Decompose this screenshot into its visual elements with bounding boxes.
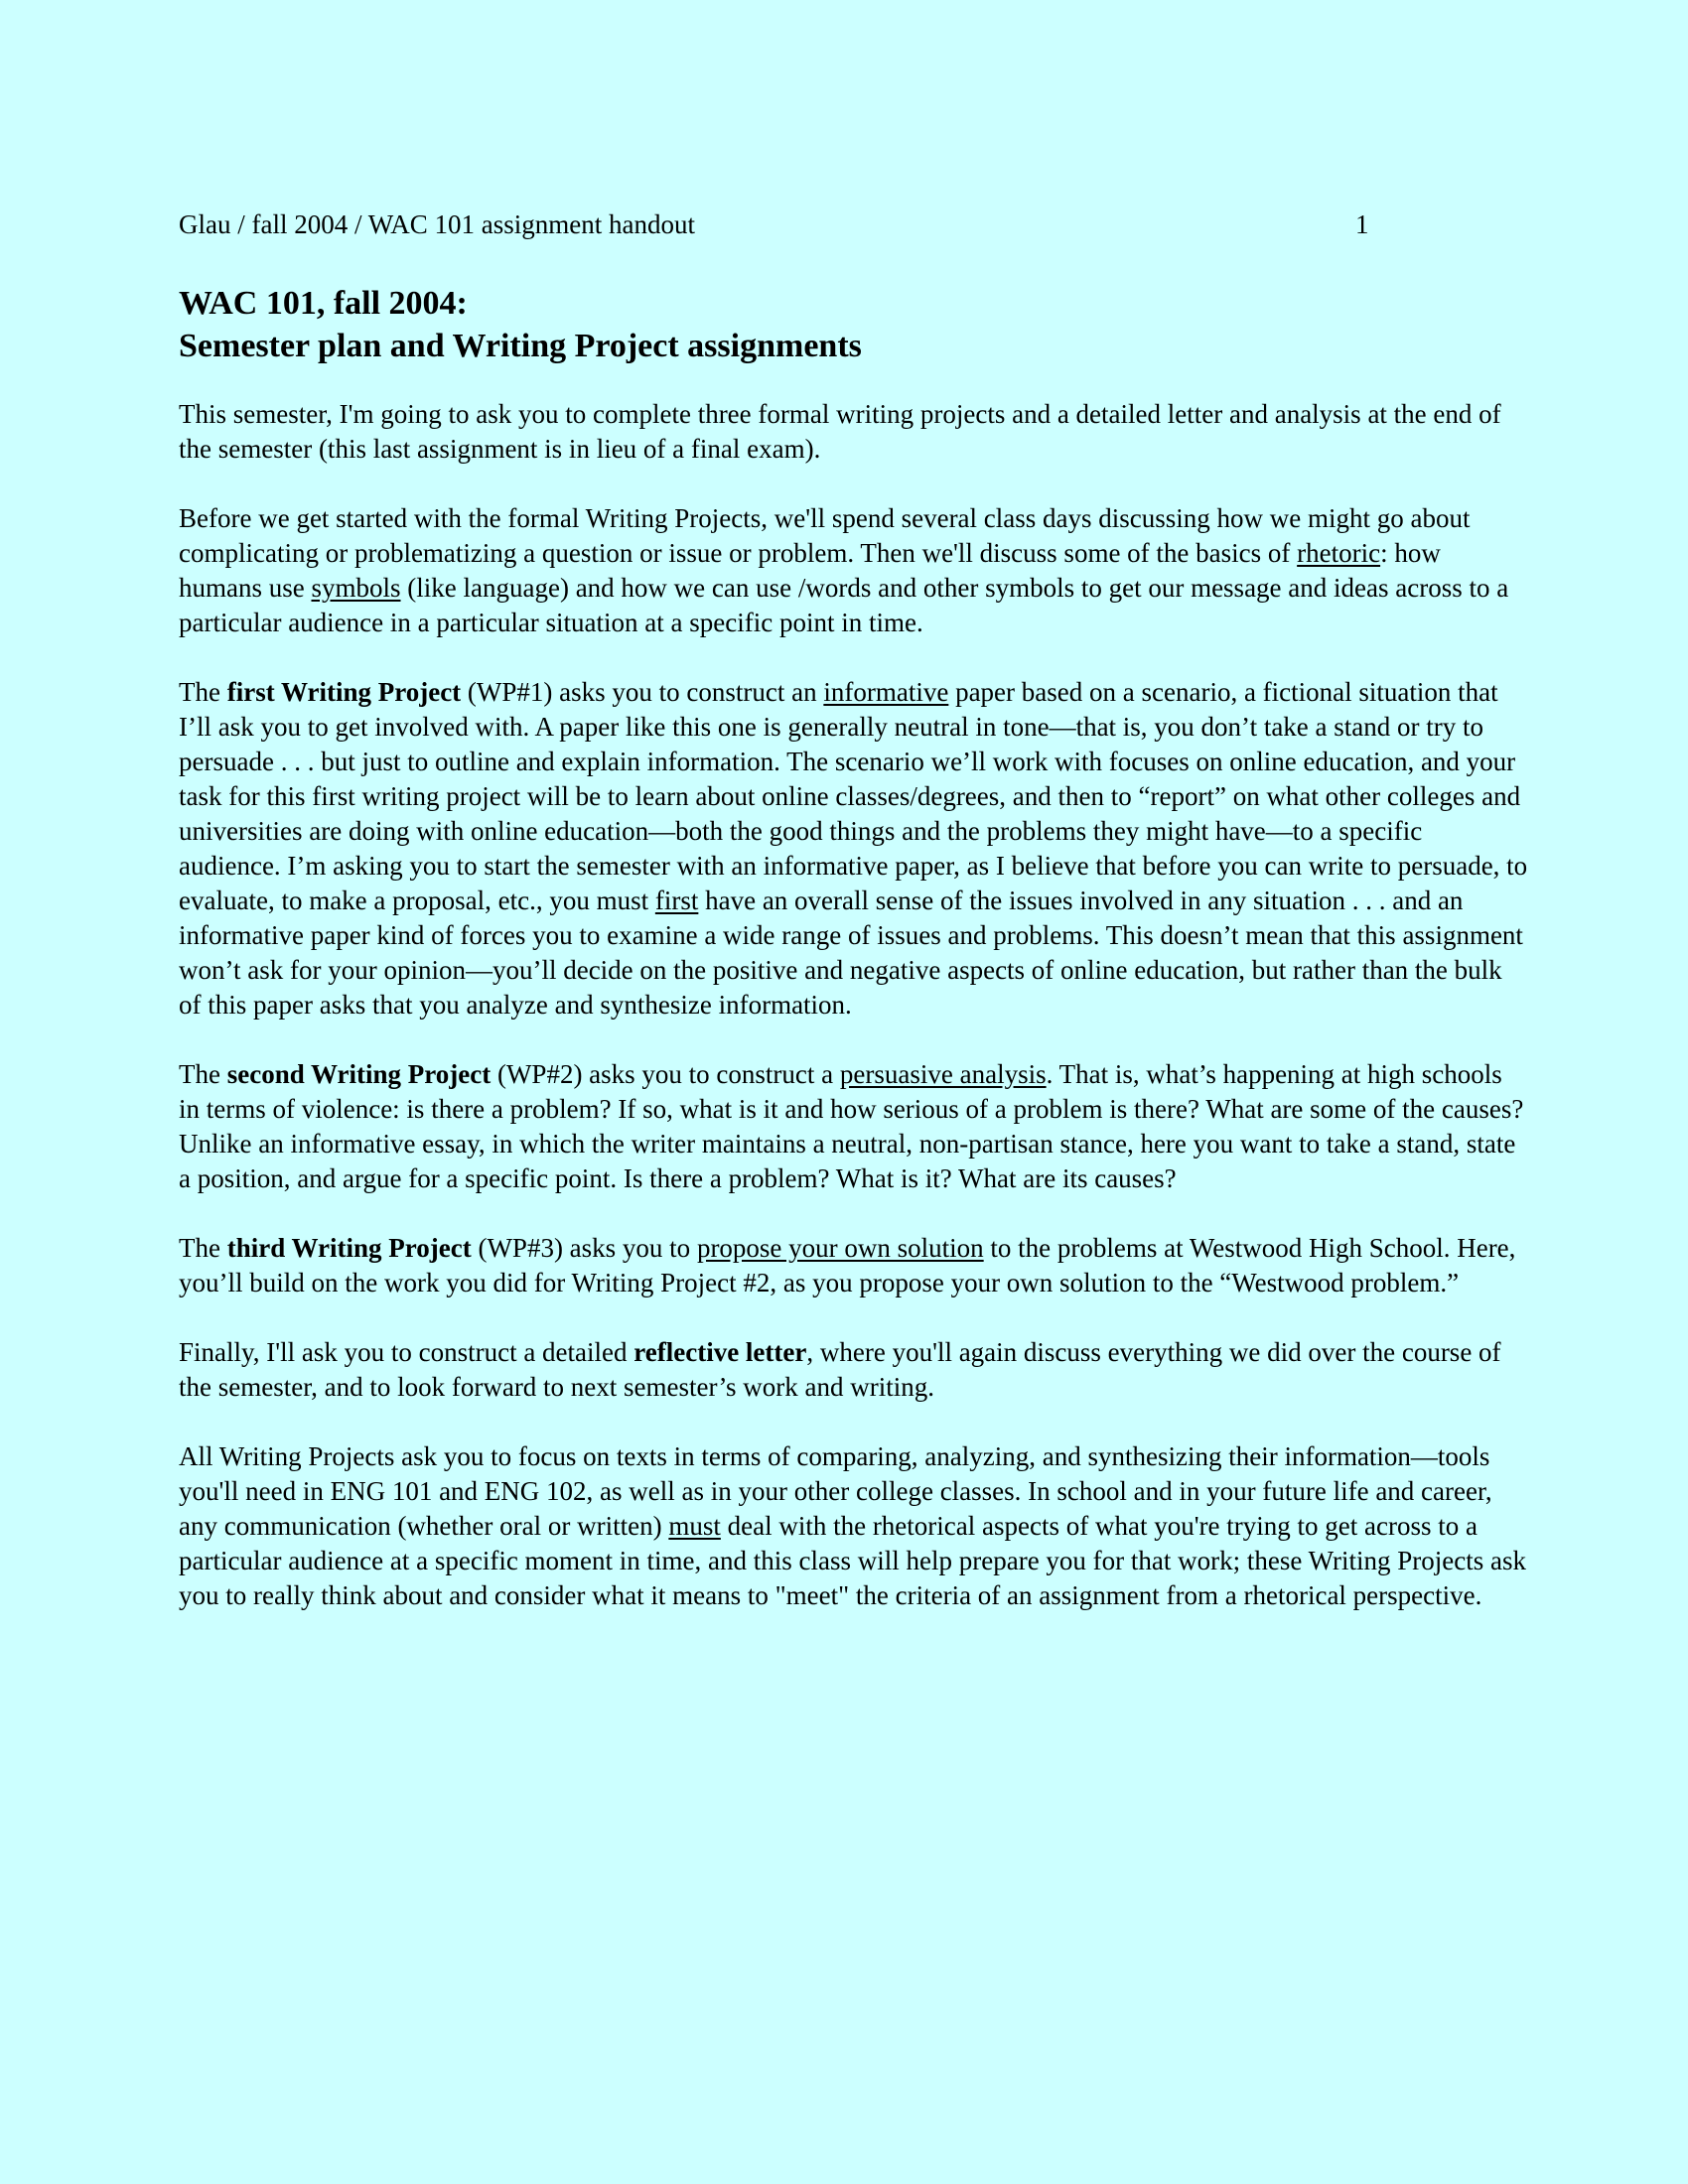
text-run: The (179, 1059, 227, 1089)
paragraph-wp1 (179, 675, 1529, 1023)
underlined-term-propose-solution: propose your own solution (696, 1233, 984, 1263)
underlined-term-rhetoric: rhetoric (1297, 538, 1381, 568)
bold-term-second-writing-project: second Writing Project (226, 1059, 492, 1089)
page-number: 1 (1355, 209, 1369, 239)
document-body (179, 397, 1528, 1613)
text-run: Finally, I'll ask you to construct a detailed (179, 1337, 634, 1367)
text-run: All Writing Projects ask you to focus on texts in terms of comparing, analyzing, and synthesizing their information—tools you'll need in ENG 101 and ENG 102, as well as in your other college classes. In school and in your future life and career, any communication (whether oral or written) (179, 1441, 1492, 1541)
underlined-term-must: must (668, 1511, 721, 1541)
running-head-text: Glau / fall 2004 / WAC 101 assignment handout (179, 209, 695, 239)
underlined-term-symbols: symbols (311, 573, 401, 603)
text-run: (WP#3) asks you to (471, 1233, 697, 1263)
underlined-term-informative: informative (823, 677, 949, 707)
text-run: have an overall sense of the issues involved in any situation . . . and an informative paper kind of forces you to examine a wide range of issues and problems. This doesn’t mean that this assignment won’t ask for your opinion—you’ll decide on the positive and negative aspects of online education, but rather than the bulk of this paper asks that you analyze and synthesize information. (179, 886, 1523, 1020)
bold-term-reflective-letter: reflective letter (633, 1337, 807, 1367)
text-run: (like language) and how we can use /words and other symbols to get our message and ideas across to a particular audience in a particular situation at a specific point in time. (179, 573, 1509, 637)
paragraph-all-projects (179, 1439, 1529, 1613)
document-title (179, 282, 1509, 367)
text-run: deal with the rhetorical aspects of what you're trying to get across to a particular audience at a specific moment in time, and this class will help prepare you for that work; these Writing Projects ask you to really think about and consider what it means to "meet" the criteria of an assignment from a rhetorical perspective. (179, 1511, 1527, 1610)
paragraph-wp3 (179, 1231, 1529, 1300)
text-run: to the problems at Westwood High School. Here, you’ll build on the work you did for Writing Project #2, as you propose your own solution to the “Westwood problem.” (179, 1233, 1516, 1297)
text-run: The (179, 677, 227, 707)
underlined-term-persuasive-analysis: persuasive analysis (839, 1059, 1047, 1089)
paragraph-intro: This semester, I'm going to ask you to complete three formal writing projects and a detailed letter and analysis at the end of the semester (this last assignment is in lieu of a final exam). (179, 399, 1501, 464)
text-run: (WP#1) asks you to construct an (461, 677, 824, 707)
paragraph-finally (179, 1335, 1529, 1405)
running-header (179, 208, 1509, 240)
paragraph-before (179, 501, 1529, 640)
bold-term-third-writing-project: third Writing Project (226, 1233, 472, 1263)
title-line-2: Semester plan and Writing Project assignments (179, 328, 862, 364)
bold-term-first-writing-project: first Writing Project (226, 677, 462, 707)
text-run: . That is, what’s happening at high schools in terms of violence: is there a problem? If so, what is it and how serious of a problem is there? What are some of the causes? Unlike an informative essay, in which the writer maintains a neutral, non-partisan stance, here you want to take a stand, state a position, and argue for a specific point. Is there a problem? What is it? What are its causes? (179, 1059, 1524, 1193)
title-line-1: WAC 101, fall 2004: (179, 285, 468, 322)
paragraph-wp2 (179, 1057, 1529, 1196)
text-run: , where you'll again discuss everything we did over the course of the semester, and to look forward to next semester’s work and writing. (179, 1337, 1501, 1402)
text-run: : how humans use (179, 538, 1441, 603)
text-run: paper based on a scenario, a fictional situation that I’ll ask you to get involved with. A paper like this one is generally neutral in tone—that is, you don’t take a stand or try to persuade . . . but just to outline and explain information. The scenario we’ll work with focuses on online education, and your task for this first writing project will be to learn about online classes/degrees, and then to “report” on what other colleges and universities are doing with online education—both the good things and the problems they might have—to a specific audience. I’m asking you to start the semester with an informative paper, as I believe that before you can write to persuade, to evaluate, to make a proposal, etc., you must (179, 677, 1528, 915)
text-run: (WP#2) asks you to construct a (491, 1059, 840, 1089)
text-run: Before we get started with the formal Writing Projects, we'll spend several class days discussing how we might go about complicating or problematizing a question or issue or problem. Then we'll discuss some of the basics of (179, 503, 1471, 568)
underlined-term-first: first (654, 886, 699, 915)
text-run: The (179, 1233, 227, 1263)
